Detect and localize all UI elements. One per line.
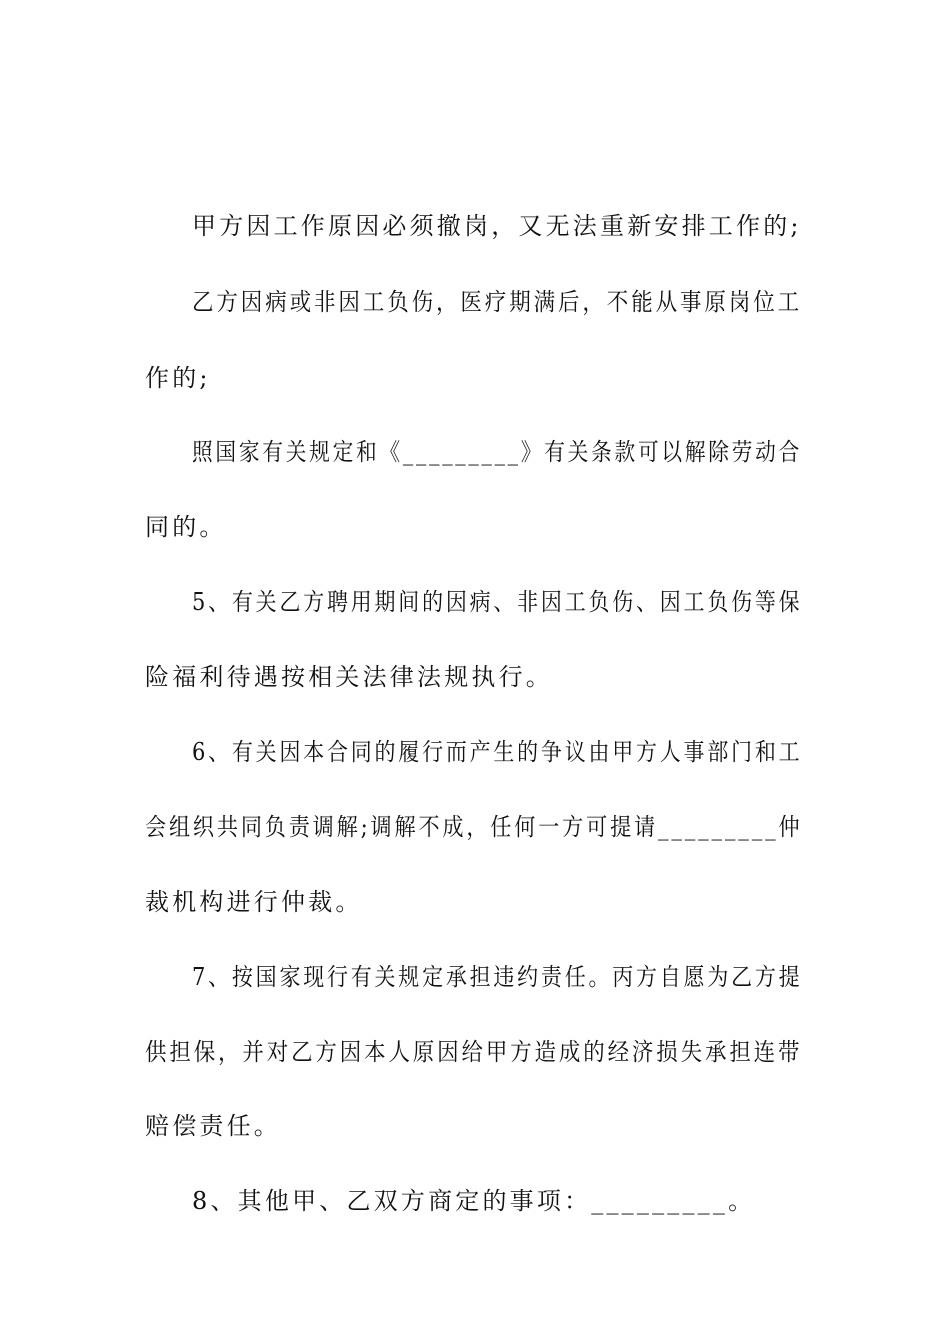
clause-6-line: 6、有关因本合同的履行而产生的争议由甲方人事部门和工: [192, 738, 803, 766]
clause-7-line: 7、按国家现行有关规定承担违约责任。丙方自愿为乙方提: [192, 963, 803, 991]
clause-7-line: 赔偿责任。: [145, 1112, 281, 1140]
clause-6-line: 会组织共同负责调解;调解不成，任何一方可提请_________仲: [145, 813, 803, 841]
clause-5-line: 险福利待遇按相关法律法规执行。: [145, 663, 553, 691]
clause-6-line: 裁机构进行仲裁。: [145, 888, 363, 916]
clause-text-line: 甲方因工作原因必须撤岗，又无法重新安排工作的;: [192, 212, 802, 240]
clause-7-line: 供担保，并对乙方因本人原因给甲方造成的经济损失承担连带: [145, 1038, 803, 1066]
clause-text-line: 乙方因病或非因工负伤，医疗期满后，不能从事原岗位工: [192, 288, 802, 316]
clause-text-line: 作的;: [145, 364, 211, 392]
clause-text-line: 同的。: [145, 513, 227, 541]
clause-5-line: 5、有关乙方聘用期间的因病、非因工负伤、因工负伤等保: [192, 588, 803, 616]
clause-text-line: 照国家有关规定和《_________》有关条款可以解除劳动合: [192, 438, 802, 466]
clause-8-line: 8、其他甲、乙双方商定的事项：_________。: [192, 1187, 756, 1215]
